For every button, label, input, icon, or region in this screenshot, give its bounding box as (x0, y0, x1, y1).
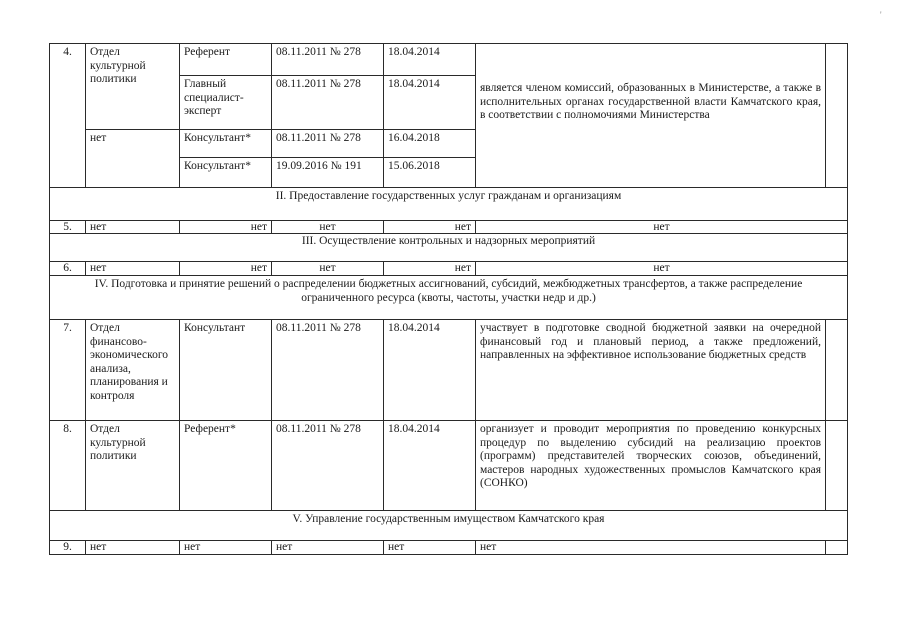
section-heading: III. Осуществление контрольных и надзорных мероприятий (50, 234, 848, 262)
position-cell: Референт* (180, 421, 272, 511)
order-cell: нет (272, 541, 384, 555)
position-cell: нет (180, 221, 272, 234)
row-number: 7. (50, 320, 86, 421)
position-cell: нет (180, 541, 272, 555)
section-row (50, 511, 848, 541)
row-number: 5. (50, 221, 86, 234)
note-cell (826, 44, 848, 188)
section-heading: II. Предоставление государственных услуг гражданам и организациям (50, 188, 848, 221)
duty-cell: является членом комиссий, образованных в Министерстве, а также в исполнительных органах государственной власти Камчатского края, в соответствии с полномочиями Министерства (476, 44, 826, 188)
section-heading: IV. Подготовка и принятие решений о распределении бюджетных ассигнований, субсидий, межбюджетных трансфертов, а также распределение ограниченного ресурса (квоты, частоты, участки недр и др.) (50, 276, 848, 320)
order-cell: 08.11.2011 № 278 (272, 130, 384, 158)
table-row (50, 541, 848, 555)
note-cell (826, 320, 848, 421)
section-row (50, 188, 848, 221)
row-number: 6. (50, 262, 86, 276)
department-cell: нет (86, 130, 180, 188)
scan-mark: ' (880, 10, 882, 20)
duty-cell: участвует в подготовке сводной бюджетной заявки на очередной финансовый год и плановый период, а также предложений, направленных на эффективное использование бюджетных средств (476, 320, 826, 421)
date-cell: 18.04.2014 (384, 320, 476, 421)
table-row (50, 262, 848, 276)
department-cell: Отдел финансово-экономического анализа, планирования и контроля (86, 320, 180, 421)
department-cell: нет (86, 221, 180, 234)
date-cell: нет (384, 541, 476, 555)
order-cell: нет (272, 262, 384, 276)
date-cell: 15.06.2018 (384, 158, 476, 188)
row-number: 8. (50, 421, 86, 511)
note-cell (826, 541, 848, 555)
position-cell: Консультант* (180, 130, 272, 158)
department-cell: нет (86, 541, 180, 555)
section-heading: V. Управление государственным имуществом Камчатского края (50, 511, 848, 541)
row-number: 4. (50, 44, 86, 188)
date-cell: 16.04.2018 (384, 130, 476, 158)
order-cell: 08.11.2011 № 278 (272, 76, 384, 130)
position-cell: Консультант (180, 320, 272, 421)
order-cell: 08.11.2011 № 278 (272, 421, 384, 511)
position-cell: Главный специалист-эксперт (180, 76, 272, 130)
table-row (50, 44, 848, 76)
order-cell: 19.09.2016 № 191 (272, 158, 384, 188)
department-cell: Отдел культурной политики (86, 421, 180, 511)
table-row (50, 320, 848, 421)
note-cell (826, 421, 848, 511)
row-number: 9. (50, 541, 86, 555)
department-cell: нет (86, 262, 180, 276)
section-row (50, 234, 848, 262)
date-cell: нет (384, 262, 476, 276)
date-cell: 18.04.2014 (384, 421, 476, 511)
section-row (50, 276, 848, 320)
order-cell: 08.11.2011 № 278 (272, 320, 384, 421)
duty-cell: нет (476, 262, 848, 276)
duty-cell: нет (476, 541, 826, 555)
position-cell: Консультант* (180, 158, 272, 188)
document-table (49, 43, 848, 555)
table-row (50, 221, 848, 234)
table-row (50, 421, 848, 511)
date-cell: 18.04.2014 (384, 76, 476, 130)
duty-cell: организует и проводит мероприятия по проведению конкурсных процедур по выделению субсидий на реализацию проектов (программ) представителей творческих союзов, объединений, мастеров народных художественных промыслов Камчатского края (СОНКО) (476, 421, 826, 511)
position-cell: Референт (180, 44, 272, 76)
duty-cell: нет (476, 221, 848, 234)
date-cell: нет (384, 221, 476, 234)
position-cell: нет (180, 262, 272, 276)
order-cell: 08.11.2011 № 278 (272, 44, 384, 76)
department-cell: Отдел культурной политики (86, 44, 180, 130)
order-cell: нет (272, 221, 384, 234)
date-cell: 18.04.2014 (384, 44, 476, 76)
